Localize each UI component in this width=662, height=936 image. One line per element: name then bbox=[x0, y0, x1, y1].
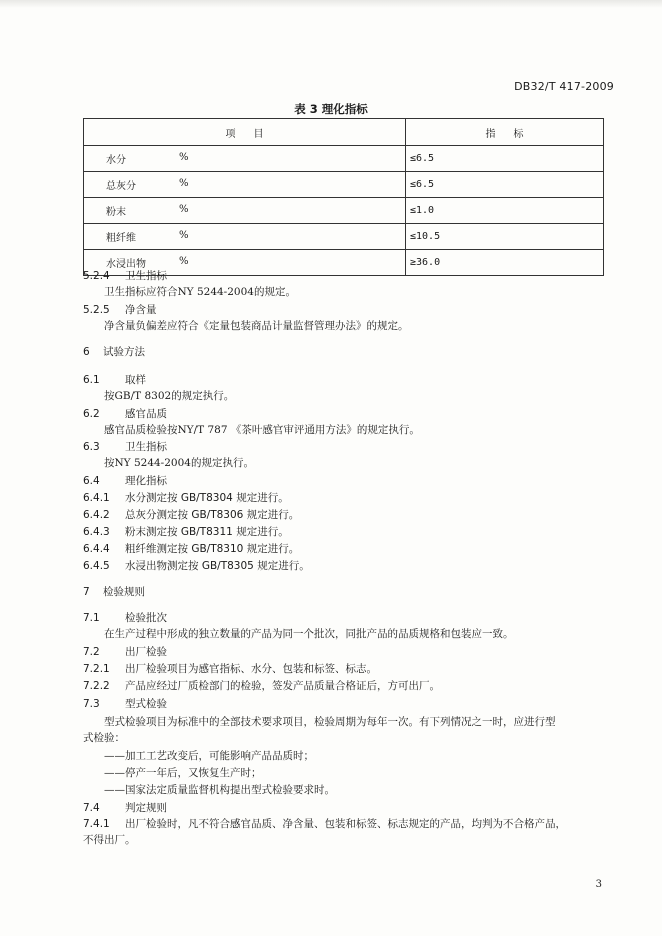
clause-text: 产品应经过厂质检部门的检验，签发产品质量合格证后，方可出厂。 bbox=[125, 680, 440, 692]
clause-text: 理化指标 bbox=[125, 475, 167, 487]
clause bbox=[83, 610, 167, 626]
clause-number: 6 bbox=[83, 346, 90, 358]
row-value: ≤6.5 bbox=[406, 146, 604, 172]
row-item bbox=[84, 172, 406, 198]
clause-number: 7.3 bbox=[83, 698, 100, 710]
row-item bbox=[84, 224, 406, 250]
clause-text: 卫生指标 bbox=[125, 270, 167, 282]
clause-number: 7.2 bbox=[83, 646, 100, 658]
clause bbox=[83, 406, 167, 422]
row-item-label: 水浸出物 bbox=[106, 259, 146, 270]
clause bbox=[83, 541, 299, 557]
clause-text: 出厂检验时，凡不符合感官品质、净含量、包装和标签、标志规定的产品，均判为不合格产品， bbox=[125, 818, 566, 830]
paragraph-line: 型式检验项目为标准中的全部技术要求项目，检验周期为每年一次。有下列情况之一时，应进行型 bbox=[104, 716, 556, 728]
row-value: ≤10.5 bbox=[406, 224, 604, 250]
row-unit: % bbox=[179, 230, 189, 241]
clause-number: 7.4 bbox=[83, 802, 100, 814]
table-row bbox=[84, 224, 604, 250]
paragraph-line: ——加工工艺改变后，可能影响产品品质时； bbox=[104, 750, 314, 762]
clause bbox=[83, 439, 167, 455]
clause bbox=[83, 473, 167, 489]
clause-number: 5.2.5 bbox=[83, 304, 110, 316]
clause-text: 净含量 bbox=[125, 304, 157, 316]
clause-text: 感官品质 bbox=[125, 408, 167, 420]
paragraph-line: 按GB/T 8302的规定执行。 bbox=[104, 390, 235, 402]
clause bbox=[83, 558, 310, 574]
section-heading bbox=[83, 344, 145, 360]
table-row bbox=[84, 198, 604, 224]
paragraph-line: ——停产一年后，又恢复生产时； bbox=[104, 767, 262, 779]
clause bbox=[83, 507, 299, 523]
clause bbox=[83, 268, 167, 284]
clause-text: 总灰分测定按 GB/T8306 规定进行。 bbox=[125, 509, 300, 521]
clause-text: 出厂检验项目为感官指标、水分、包装和标签、标志。 bbox=[125, 663, 377, 675]
clause-number: 6.4.4 bbox=[83, 543, 110, 555]
clause-number: 6.4.2 bbox=[83, 509, 110, 521]
paragraph-line: 式检验： bbox=[83, 732, 125, 744]
table-title: 表 3 理化指标 bbox=[294, 102, 368, 116]
row-value: ≥36.0 bbox=[406, 250, 604, 276]
row-item-label: 水分 bbox=[106, 155, 126, 166]
section-heading bbox=[83, 584, 145, 600]
clause bbox=[83, 372, 146, 388]
clause-text: 水浸出物测定按 GB/T8305 规定进行。 bbox=[125, 560, 310, 572]
clause bbox=[83, 800, 167, 816]
clause-number: 7.2.2 bbox=[83, 680, 110, 692]
clause-number: 5.2.4 bbox=[83, 270, 110, 282]
clause-text: 卫生指标 bbox=[125, 441, 167, 453]
row-unit: % bbox=[179, 178, 189, 189]
clause bbox=[83, 696, 167, 712]
clause-number: 6.4 bbox=[83, 475, 100, 487]
row-item-label: 粉末 bbox=[106, 207, 126, 218]
clause-text: 试验方法 bbox=[103, 346, 145, 358]
clause-text: 检验规则 bbox=[103, 586, 145, 598]
clause-number: 6.1 bbox=[83, 374, 100, 386]
clause-text: 出厂检验 bbox=[125, 646, 167, 658]
clause bbox=[83, 490, 289, 506]
clause bbox=[83, 302, 157, 318]
row-item-label: 粗纤维 bbox=[106, 233, 136, 244]
table-header-row bbox=[84, 119, 604, 146]
clause-number: 6.4.5 bbox=[83, 560, 110, 572]
clause bbox=[83, 661, 377, 677]
document-code: DB32/T 417-2009 bbox=[514, 80, 614, 93]
clause-text: 判定规则 bbox=[125, 802, 167, 814]
clause-number: 6.2 bbox=[83, 408, 100, 420]
clause bbox=[83, 644, 167, 660]
clause-text: 型式检验 bbox=[125, 698, 167, 710]
table-row bbox=[84, 172, 604, 198]
clause-number: 6.4.3 bbox=[83, 526, 110, 538]
row-item-label: 总灰分 bbox=[106, 181, 136, 192]
clause-number: 7.1 bbox=[83, 612, 100, 624]
scan-edge bbox=[0, 0, 662, 8]
table-row bbox=[84, 146, 604, 172]
paragraph-line: 不得出厂。 bbox=[83, 834, 136, 846]
row-value: ≤6.5 bbox=[406, 172, 604, 198]
row-unit: % bbox=[179, 256, 189, 267]
paragraph-line: 卫生指标应符合NY 5244-2004的规定。 bbox=[104, 286, 296, 298]
clause-number: 7.4.1 bbox=[83, 818, 110, 830]
paragraph-line: 净含量负偏差应符合《定量包装商品计量监督管理办法》的规定。 bbox=[104, 320, 409, 332]
clause-number: 6.3 bbox=[83, 441, 100, 453]
row-unit: % bbox=[179, 204, 189, 215]
clause-text: 粉末测定按 GB/T8311 规定进行。 bbox=[125, 526, 289, 538]
clause-text: 水分测定按 GB/T8304 规定进行。 bbox=[125, 492, 289, 504]
clause bbox=[83, 678, 440, 694]
page-number: 3 bbox=[595, 879, 602, 890]
clause-number: 7 bbox=[83, 586, 90, 598]
clause-number: 7.2.1 bbox=[83, 663, 110, 675]
paragraph-line: 感官品质检验按NY/T 787 《茶叶感官审评通用方法》的规定执行。 bbox=[104, 424, 420, 436]
clause-text: 粗纤维测定按 GB/T8310 规定进行。 bbox=[125, 543, 300, 555]
row-item bbox=[84, 198, 406, 224]
clause bbox=[83, 524, 289, 540]
row-item bbox=[84, 146, 406, 172]
physicochemical-table bbox=[83, 118, 604, 276]
paragraph-line: 在生产过程中形成的独立数量的产品为同一个批次，同批产品的品质规格和包装应一致。 bbox=[104, 628, 514, 640]
paragraph-line: ——国家法定质量监督机构提出型式检验要求时。 bbox=[104, 784, 335, 796]
paragraph-line: 按NY 5244-2004的规定执行。 bbox=[104, 457, 254, 469]
header-index: 指标 bbox=[406, 119, 604, 146]
row-unit: % bbox=[179, 152, 189, 163]
clause-number: 6.4.1 bbox=[83, 492, 110, 504]
clause-text: 检验批次 bbox=[125, 612, 167, 624]
clause bbox=[83, 816, 566, 832]
clause-text: 取样 bbox=[125, 374, 146, 386]
header-item: 项目 bbox=[84, 119, 406, 146]
row-value: ≤1.0 bbox=[406, 198, 604, 224]
